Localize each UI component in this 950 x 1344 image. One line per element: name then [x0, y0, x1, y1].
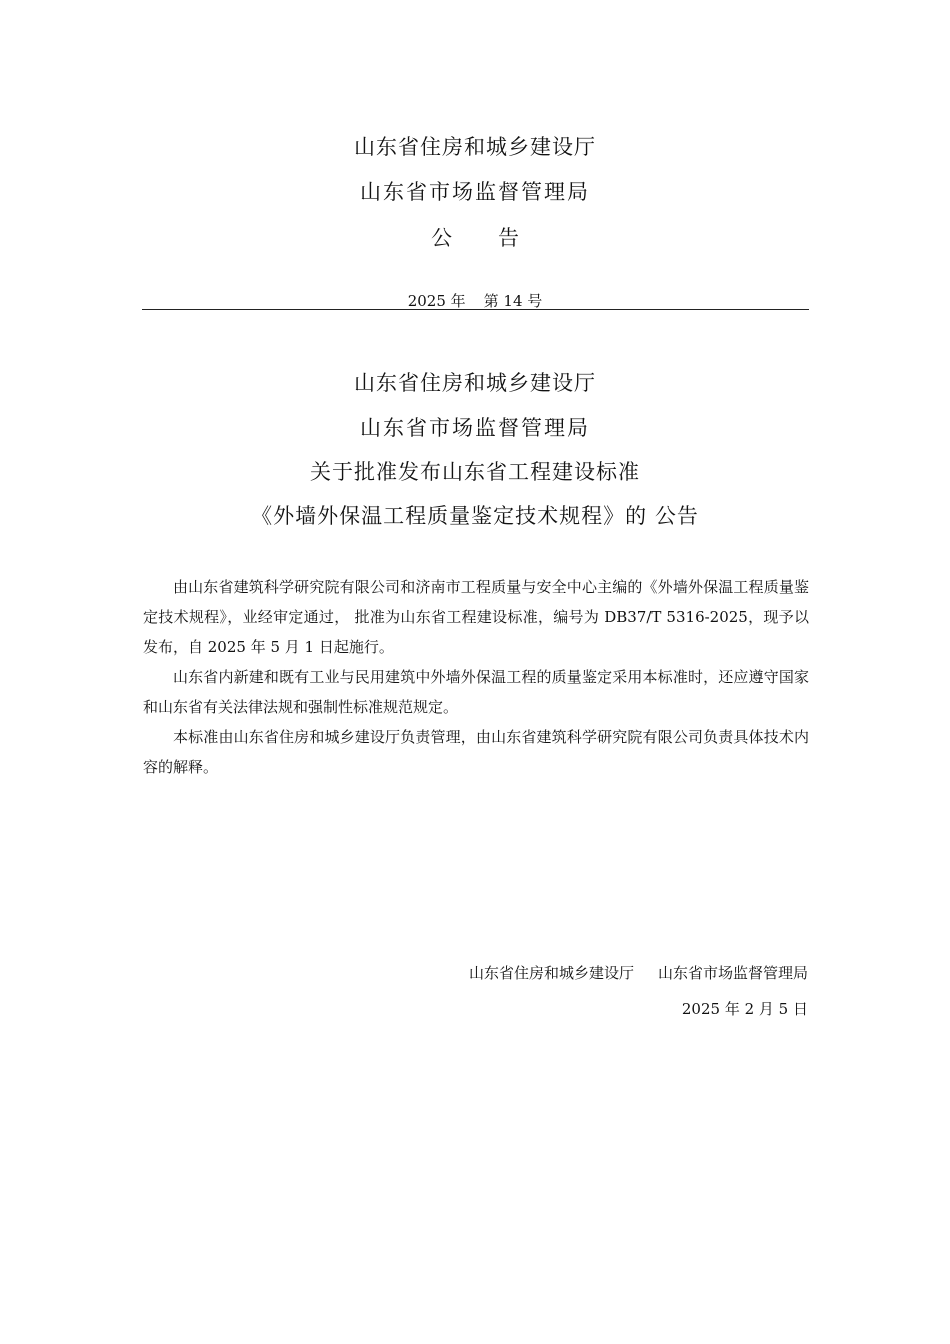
- header-divider: [142, 309, 809, 310]
- body-paragraph-1: 由山东省建筑科学研究院有限公司和济南市工程质量与安全中心主编的《外墙外保温工程质量鉴定技术规程》，业经审定通过， 批准为山东省工程建设标准，编号为 DB37/T 5316-2025，现予以发布，自 2025 年 5 月 1 日起施行。: [143, 578, 809, 656]
- body-paragraph-3: 本标准由山东省住房和城乡建设厅负责管理，由山东省建筑科学研究院有限公司负责具体技术内容的解释。: [143, 728, 809, 776]
- document-issue-number: 第 14 号: [483, 292, 543, 310]
- title-line-3: 关于批准发布山东省工程建设标准: [310, 460, 640, 484]
- title-line-2: 山东省市场监督管理局: [360, 416, 590, 440]
- body-paragraph-2: 山东省内新建和既有工业与民用建筑中外墙外保温工程的质量鉴定采用本标准时，还应遵守国家和山东省有关法律法规和强制性标准规范规定。: [143, 668, 809, 716]
- body-text: [143, 572, 809, 782]
- document-year: 2025 年: [407, 292, 466, 310]
- title-line-1: 山东省住房和城乡建设厅: [354, 371, 596, 395]
- signature-issuer-market: 山东省市场监督管理局: [657, 964, 808, 982]
- signature-issuer-housing: 山东省住房和城乡建设厅: [468, 964, 634, 982]
- signature-issuers: [469, 962, 808, 983]
- header-announcement-label: [0, 222, 950, 252]
- header-issuer-market: 山东省市场监督管理局: [360, 180, 590, 204]
- signature-date: 2025 年 2 月 5 日: [681, 1000, 808, 1018]
- document-number: [0, 290, 950, 311]
- header-gao: 告: [498, 226, 519, 250]
- title-line-4: 《外墙外保温工程质量鉴定技术规程》的 公告: [251, 504, 699, 528]
- header-issuer-housing: 山东省住房和城乡建设厅: [354, 135, 596, 159]
- header-gong: 公: [431, 226, 452, 250]
